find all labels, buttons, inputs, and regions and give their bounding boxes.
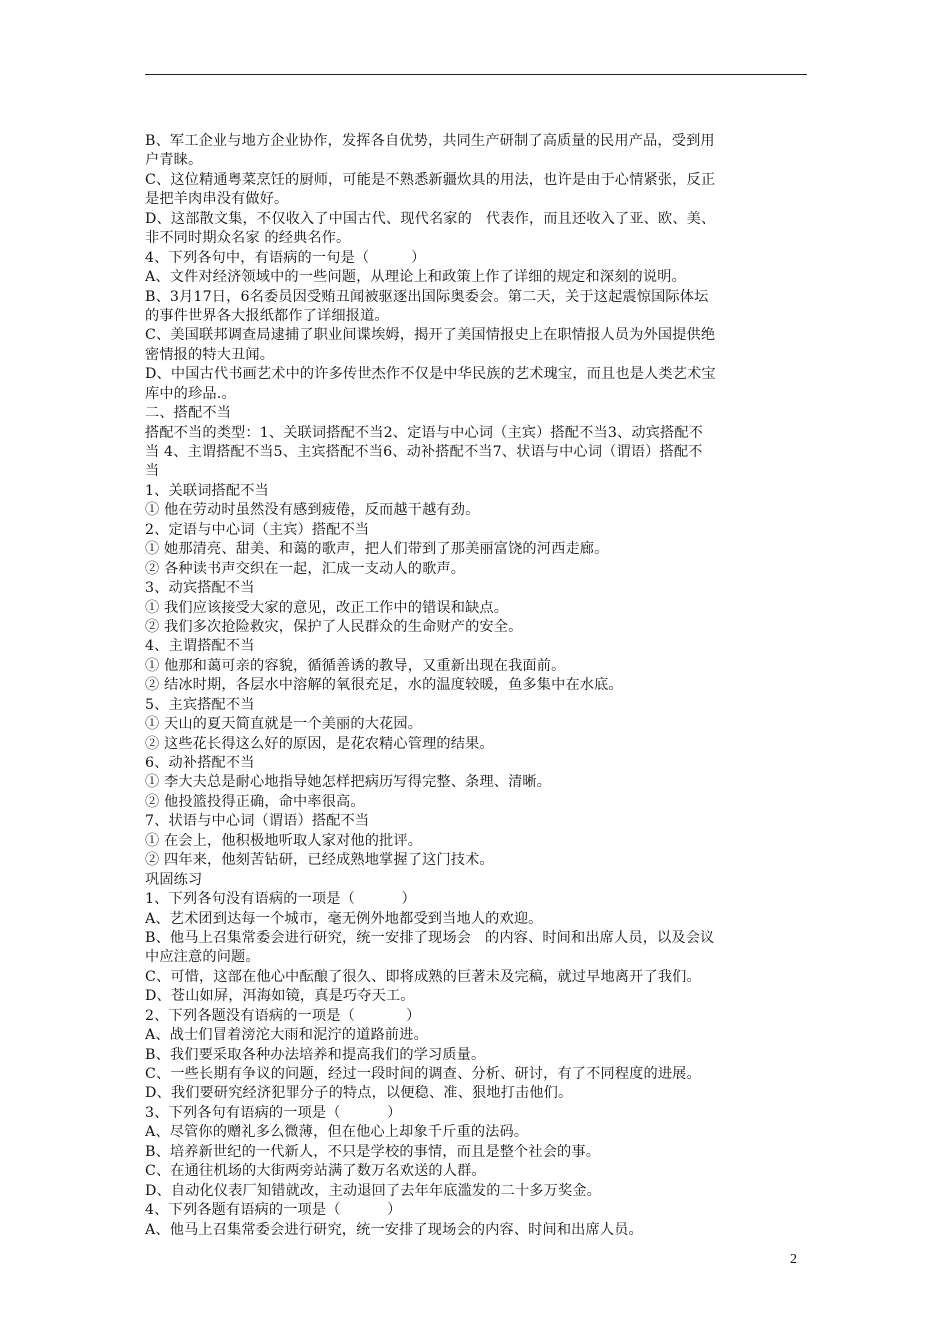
text-line: ① 天山的夏天简直就是一个美丽的大花园。: [145, 716, 423, 733]
text-line: 3、下列各句有语病的一项是（ ）: [145, 1104, 402, 1121]
text-line: B、我们要采取各种办法培养和提高我们的学习质量。: [145, 1046, 486, 1063]
text-line: ② 这些花长得这么好的原因，是花农精心管理的结果。: [145, 735, 494, 752]
text-line: D、自动化仪表厂知错就改，主动退回了去年年底滥发的二十多万奖金。: [145, 1182, 601, 1199]
text-line: B、他马上召集常委会进行研究，统一安排了现场会 的内容、时间和出席人员，以及会议: [145, 929, 715, 946]
text-line: 二、搭配不当: [145, 405, 232, 422]
text-line: B、3月17日，6名委员因受贿丑闻被驱逐出国际奥委会。第二天，关于这起震惊国际体坛: [145, 288, 709, 305]
text-line: 户青睐。: [145, 152, 203, 169]
text-line: 5、主宾搭配不当: [145, 696, 255, 713]
text-line: C、这位精通粤菜烹饪的厨师，可能是不熟悉新疆炊具的用法，也许是由于心情紧张，反正: [145, 171, 716, 188]
text-line: 是把羊肉串没有做好。: [145, 191, 289, 208]
header-rule: [145, 74, 807, 75]
text-line: 2、下列各题没有语病的一项是（ ）: [145, 1007, 421, 1024]
document-body: [145, 132, 807, 1240]
text-line: A、尽管你的赠礼多么微薄，但在他心上却象千斤重的法码。: [145, 1124, 529, 1141]
text-line: 搭配不当的类型：1、关联词搭配不当2、定语与中心词（主宾）搭配不当3、动宾搭配不: [145, 424, 704, 441]
text-line: ① 他那和蔼可亲的容貌，循循善诱的教导，又重新出现在我面前。: [145, 657, 566, 674]
text-line: 中应注意的问题。: [145, 949, 260, 966]
text-line: D、中国古代书画艺术中的许多传世杰作不仅是中华民族的艺术瑰宝，而且也是人类艺术宝: [145, 366, 716, 383]
text-line: C、在通往机场的大街两旁站满了数万名欢送的人群。: [145, 1163, 486, 1180]
text-line: ① 他在劳动时虽然没有感到疲倦，反而越干越有劲。: [145, 502, 480, 519]
text-line: ② 结冰时期，各层水中溶解的氧很充足，水的温度较暖，鱼多集中在水底。: [145, 677, 623, 694]
text-line: 的事件世界各大报纸都作了详细报道。: [145, 307, 389, 324]
text-line: ② 各种读书声交织在一起，汇成一支动人的歌声。: [145, 560, 466, 577]
text-line: A、文件对经济领域中的一些问题，从理论上和政策上作了详细的规定和深刻的说明。: [145, 269, 686, 286]
text-line: 1、下列各句没有语病的一项是（ ）: [145, 891, 416, 908]
text-line: A、他马上召集常委会进行研究，统一安排了现场会的内容、时间和出席人员。: [145, 1221, 643, 1238]
text-line: D、苍山如屏，洱海如镜，真是巧夺天工。: [145, 988, 415, 1005]
text-line: ② 四年来，他刻苦钻研，已经成熟地掌握了这门技术。: [145, 852, 494, 869]
text-line: ① 她那清亮、甜美、和蔼的歌声，把人们带到了那美丽富饶的河西走廊。: [145, 541, 609, 558]
text-line: D、这部散文集，不仅收入了中国古代、现代名家的 代表作，而且还收入了亚、欧、美、: [145, 210, 716, 227]
text-line: B、培养新世纪的一代新人，不只是学校的事情，而且是整个社会的事。: [145, 1143, 601, 1160]
text-line: 3、动宾搭配不当: [145, 580, 255, 597]
text-line: ① 李大夫总是耐心地指导她怎样把病历写得完整、条理、清晰。: [145, 774, 552, 791]
text-line: 4、主谓搭配不当: [145, 638, 255, 655]
text-line: 库中的珍品.。: [145, 385, 236, 402]
text-line: ② 他投篮投得正确，命中率很高。: [145, 793, 365, 810]
text-line: A、战士们冒着滂沱大雨和泥泞的道路前进。: [145, 1027, 428, 1044]
text-line: C、美国联邦调查局逮捕了职业间谍埃姆，揭开了美国情报史上在职情报人员为外国提供绝: [145, 327, 716, 344]
page-number: 2: [790, 1252, 797, 1267]
text-line: 当 4、主谓搭配不当5、主宾搭配不当6、动补搭配不当7、状语与中心词（谓语）搭配不: [145, 444, 703, 460]
text-line: A、艺术团到达每一个城市，毫无例外地都受到当地人的欢迎。: [145, 910, 543, 927]
text-line: ① 我们应该接受大家的意见，改正工作中的错误和缺点。: [145, 599, 509, 616]
text-line: ① 在会上，他积极地听取人家对他的批评。: [145, 832, 423, 849]
text-line: 2、定语与中心词（主宾）搭配不当: [145, 521, 370, 538]
text-line: ② 我们多次抢险救灾，保护了人民群众的生命财产的安全。: [145, 618, 523, 635]
text-line: 1、关联词搭配不当: [145, 482, 269, 499]
text-line: 4、下列各题有语病的一项是（ ）: [145, 1202, 402, 1219]
text-line: B、军工企业与地方企业协作，发挥各自优势，共同生产研制了高质量的民用产品，受到用: [145, 133, 715, 149]
text-line: 密情报的特大丑闻。: [145, 346, 275, 363]
text-line: 巩固练习: [145, 871, 203, 888]
text-line: 非不同时期众名家 的经典名作。: [145, 230, 351, 247]
text-line: C、可惜，这部在他心中酝酿了很久、即将成熟的巨著未及完稿，就过早地离开了我们。: [145, 968, 701, 985]
text-line: 4、下列各句中，有语病的一句是（ ）: [145, 249, 426, 266]
text-line: 7、状语与中心词（谓语）搭配不当: [145, 813, 370, 830]
text-line: 6、动补搭配不当: [145, 755, 255, 771]
text-line: 当: [145, 463, 160, 480]
text-line: D、我们要研究经济犯罪分子的特点，以便稳、准、狠地打击他们。: [145, 1085, 573, 1102]
text-line: C、一些长期有争议的问题，经过一段时间的调查、分析、研讨，有了不同程度的进展。: [145, 1066, 701, 1082]
